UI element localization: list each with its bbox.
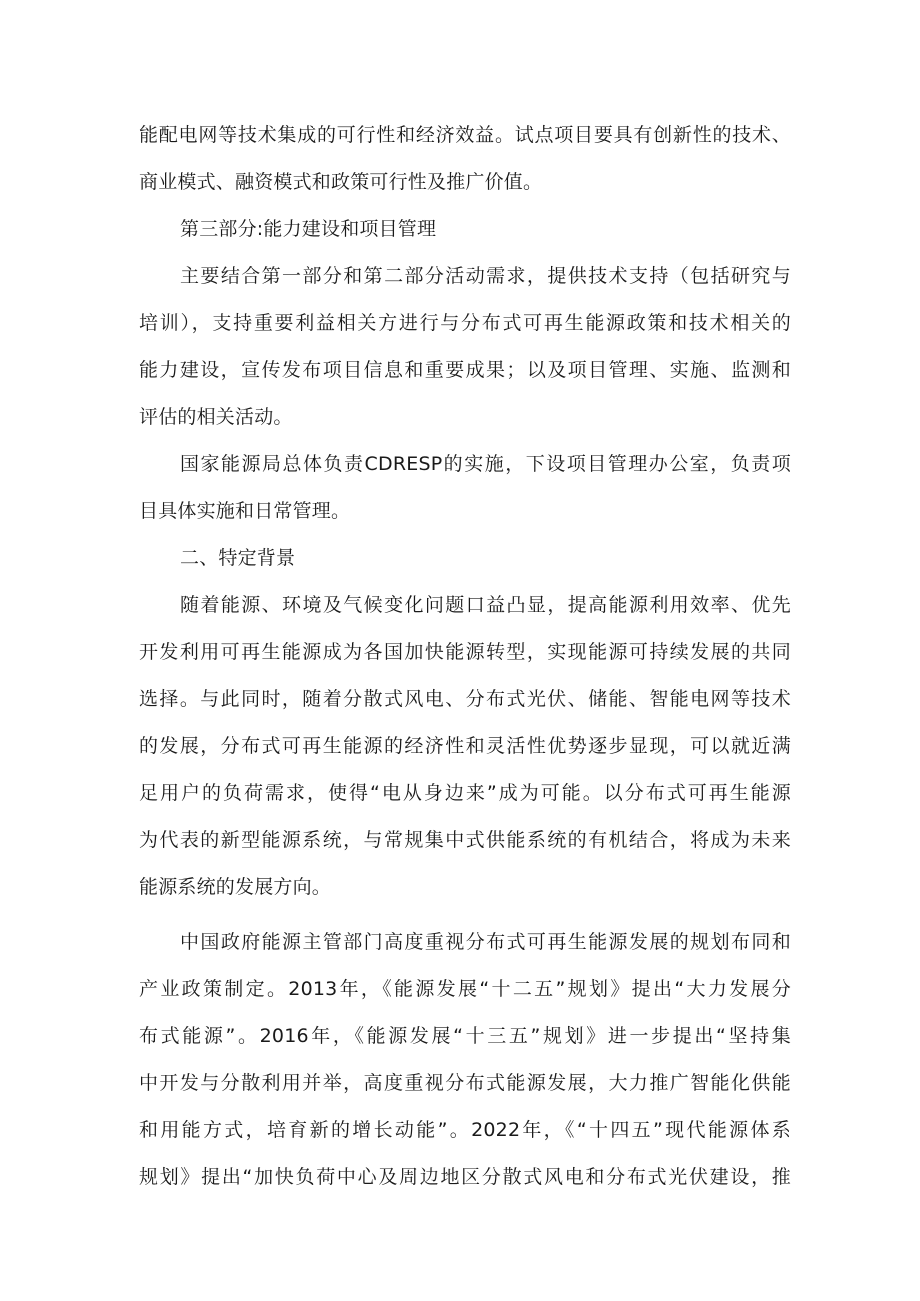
text-line: 目具体实施和日常管理。 <box>139 500 351 522</box>
text-line: 开发利用可再生能源成为各国加快能源转型，实现能源可持续发展的共同 <box>139 641 791 663</box>
text-line: 能源系统的发展方向。 <box>139 876 332 898</box>
paragraph-capacity-building <box>139 253 791 441</box>
text-line: 选择。与此同时，随着分散式风电、分布式光伏、储能、智能电网等技术 <box>139 688 791 710</box>
text-line: 国家能源局总体负责CDRESP的实施，下设项目管理办公室，负责项 <box>180 453 791 475</box>
text-line: 培训），支持重要利益相关方进行与分布式可再生能源政策和技术相关的 <box>139 312 791 334</box>
paragraph-spacing <box>139 911 791 919</box>
text-line: 的发展，分布式可再生能源的经济性和灵活性优势逐步显现，可以就近满 <box>139 735 791 757</box>
text-line: 能配电网等技术集成的可行性和经济效益。试点项目要具有创新性的技术、 <box>139 124 791 146</box>
heading-text: 第三部分:能力建设和项目管理 <box>180 218 437 240</box>
text-line: 主要结合第一部分和第二部分活动需求，提供技术支持（包括研究与 <box>180 265 791 287</box>
section-heading-background <box>139 535 791 582</box>
paragraph-nea-responsibility <box>139 441 791 535</box>
text-line: 能力建设，宣传发布项目信息和重要成果；以及项目管理、实施、监测和 <box>139 359 791 381</box>
text-line: 为代表的新型能源系统，与常规集中式供能系统的有机结合，将成为未来 <box>139 829 791 851</box>
document-body <box>139 112 791 1201</box>
paragraph-background <box>139 582 791 911</box>
text-line: 足用户的负荷需求，使得“电从身边来”成为可能。以分布式可再生能源 <box>139 782 791 804</box>
text-line: 评估的相关活动。 <box>139 406 293 428</box>
text-line: 和用能方式，培育新的增长动能”。2022年，《“十四五”现代能源体系 <box>139 1119 791 1141</box>
text-line: 产业政策制定。2013年，《能源发展“十二五”规划》提出“大力发展分 <box>139 978 791 1000</box>
heading-text: 二、特定背景 <box>180 547 296 569</box>
text-line: 商业模式、融资模式和政策可行性及推广价值。 <box>139 171 543 193</box>
text-line: 中开发与分散利用并举，高度重视分布式能源发展，大力推广智能化供能 <box>139 1072 791 1094</box>
text-line: 中国政府能源主管部门高度重视分布式可再生能源发展的规划布同和 <box>180 931 791 953</box>
text-line: 随着能源、环境及气候变化问题口益凸显，提高能源利用效率、优先 <box>180 594 791 616</box>
text-line: 布式能源”。2016年，《能源发展“十三五”规划》进一步提出“坚持集 <box>139 1025 791 1047</box>
text-line: 规划》提出“加快负荷中心及周边地区分散式风电和分布式光伏建设，推 <box>139 1166 791 1188</box>
section-heading-part-three <box>139 206 791 253</box>
paragraph-continuation <box>139 112 791 206</box>
paragraph-policy <box>139 919 791 1201</box>
